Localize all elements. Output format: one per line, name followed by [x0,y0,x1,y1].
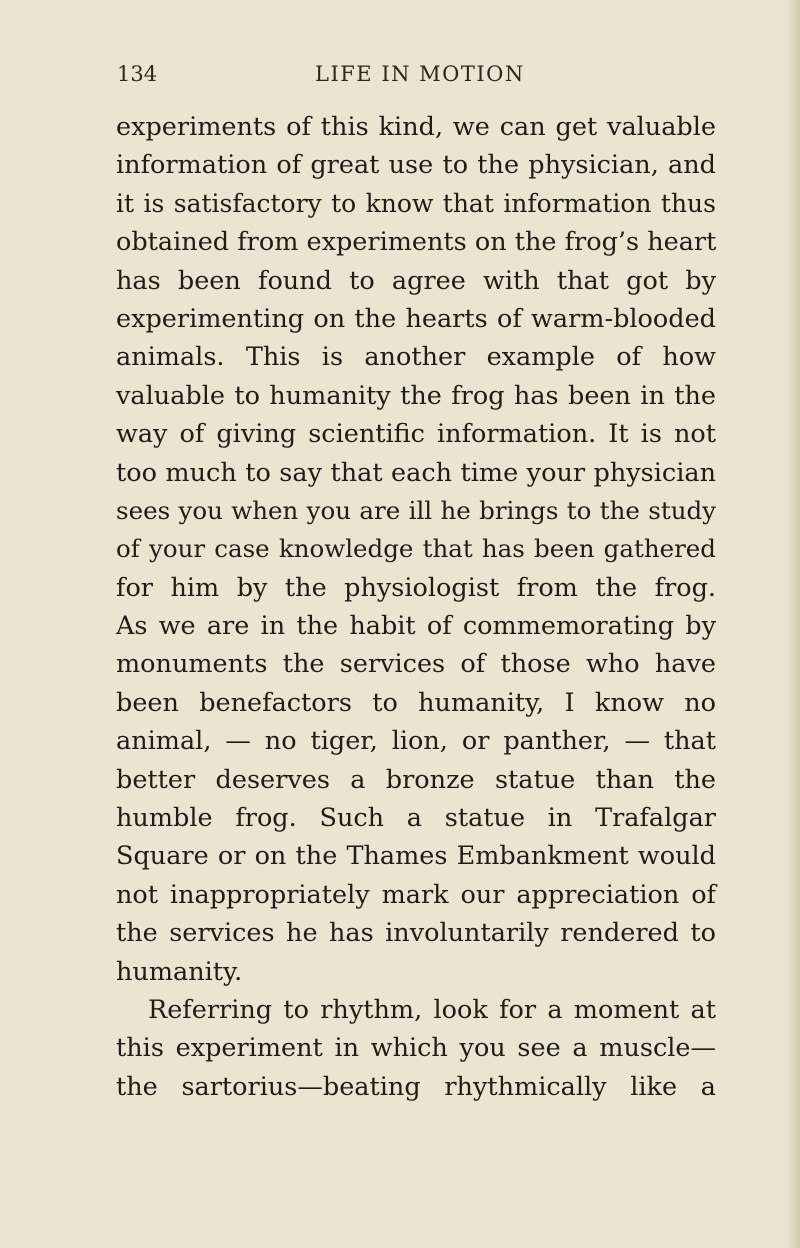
text-line: of your case knowledge that has been gathered [116,534,716,564]
text-line: As we are in the habit of commemorating by [116,611,716,642]
text-line: been benefactors to humanity, I know no [116,687,716,718]
running-title: LIFE IN MOTION [315,62,525,86]
text-line: experimenting on the hearts of warm-blooded [116,303,716,334]
text-line: Square or on the Thames Embankment would [116,841,716,872]
text-line: for him by the physiologist from the frog. [116,572,716,603]
text-line: it is satisfactory to know that information thus [116,188,716,218]
body-text [116,108,716,1106]
text-line: obtained from experiments on the frog’s heart [116,227,717,258]
page-header [117,62,717,96]
text-line: has been found to agree with that got by [116,265,716,296]
text-line: information of great use to the physician, and [116,150,716,181]
paragraph-end-line: humanity. [116,956,243,987]
page-number: 134 [117,62,158,86]
page-edge-shadow [786,0,800,1248]
text-line: monuments the services of those who have [116,649,716,680]
text-line: better deserves a bronze statue than the [116,764,716,795]
text-line: humble frog. Such a statue in Trafalgar [116,803,716,834]
text-line: valuable to humanity the frog has been in the [116,380,716,411]
text-line: sees you when you are ill he brings to the study [116,495,716,525]
text-line: animal, — no tiger, lion, or panther, — that [116,726,716,757]
text-line: the services he has involuntarily rendered to [116,918,716,949]
text-line: too much to say that each time your physician [116,457,716,488]
text-line: way of giving scientific information. It is not [116,419,716,450]
paragraph-start-line: Referring to rhythm, look for a moment at [148,994,716,1025]
text-line: animals. This is another example of how [116,342,716,373]
text-line: not inappropriately mark our appreciation of [116,879,716,910]
text-line: the sartorius—beating rhythmically like a [116,1071,716,1102]
text-line: experiments of this kind, we can get valuable [116,112,716,142]
text-line: this experiment in which you see a muscle— [116,1033,716,1064]
